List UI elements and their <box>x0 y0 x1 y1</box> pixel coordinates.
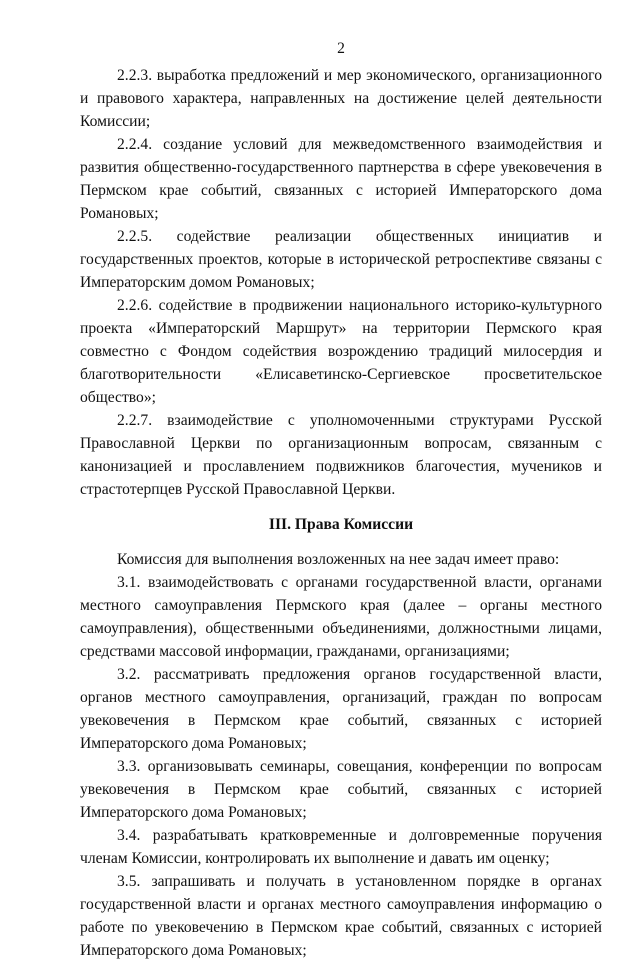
paragraph-3-4: 3.4. разрабатывать кратковременные и долговременные поручения членам Комиссии, контролировать их выполнение и давать им оценку; <box>80 827 602 867</box>
document-page <box>80 36 602 962</box>
section-heading: III. Права Комиссии <box>268 516 414 533</box>
paragraph-3-5: 3.5. запрашивать и получать в установленном порядке в органах государственной власти и органах местного самоуправления информацию о работе по увековечению в Пермском крае событий, связанных с историей Императорского дома Романовых; <box>80 873 602 959</box>
paragraph-3-3: 3.3. организовывать семинары, совещания, конференции по вопросам увековечения в Пермском крае событий, связанных с историей Императорского дома Романовых; <box>80 758 602 821</box>
paragraph-2-2-3: 2.2.3. выработка предложений и мер экономического, организационного и правового характера, направленных на достижение целей деятельности Комиссии; <box>80 67 602 130</box>
paragraph-2-2-7: 2.2.7. взаимодействие с уполномоченными структурами Русской Православной Церкви по организационным вопросам, связанным с канонизацией и прославлением подвижников благочестия, мучеников и страстотерпцев Русской Православной Церкви. <box>80 412 602 498</box>
page-number: 2 <box>337 40 345 57</box>
paragraph-3-2: 3.2. рассматривать предложения органов государственной власти, органов местного самоуправления, организаций, граждан по вопросам увековечения в Пермском крае событий, связанных с историей Императорского дома Романовых; <box>80 666 602 752</box>
section-intro: Комиссия для выполнения возложенных на нее задач имеет право: <box>117 551 560 568</box>
paragraph-2-2-5: 2.2.5. содействие реализации общественных инициатив и государственных проектов, которые в исторической ретроспективе связаны с Императорским домом Романовых; <box>80 228 602 291</box>
paragraph-2-2-6: 2.2.6. содействие в продвижении национального историко-культурного проекта «Императорский Маршрут» на территории Пермского края совместно с Фондом содействия возрождению традиций милосердия и благотворительности «Елисаветинско-Сергиевское просветительское общество»; <box>80 297 602 406</box>
paragraph-3-1: 3.1. взаимодействовать с органами государственной власти, органами местного самоуправления Пермского края (далее – органы местного самоуправления), общественными объединениями, должностными лицами, средствами массовой информации, гражданами, организациями; <box>80 574 602 660</box>
paragraph-2-2-4: 2.2.4. создание условий для межведомственного взаимодействия и развития общественно-государственного партнерства в сфере увековечения в Пермском крае событий, связанных с историей Императорского дома Романовых; <box>80 136 602 222</box>
